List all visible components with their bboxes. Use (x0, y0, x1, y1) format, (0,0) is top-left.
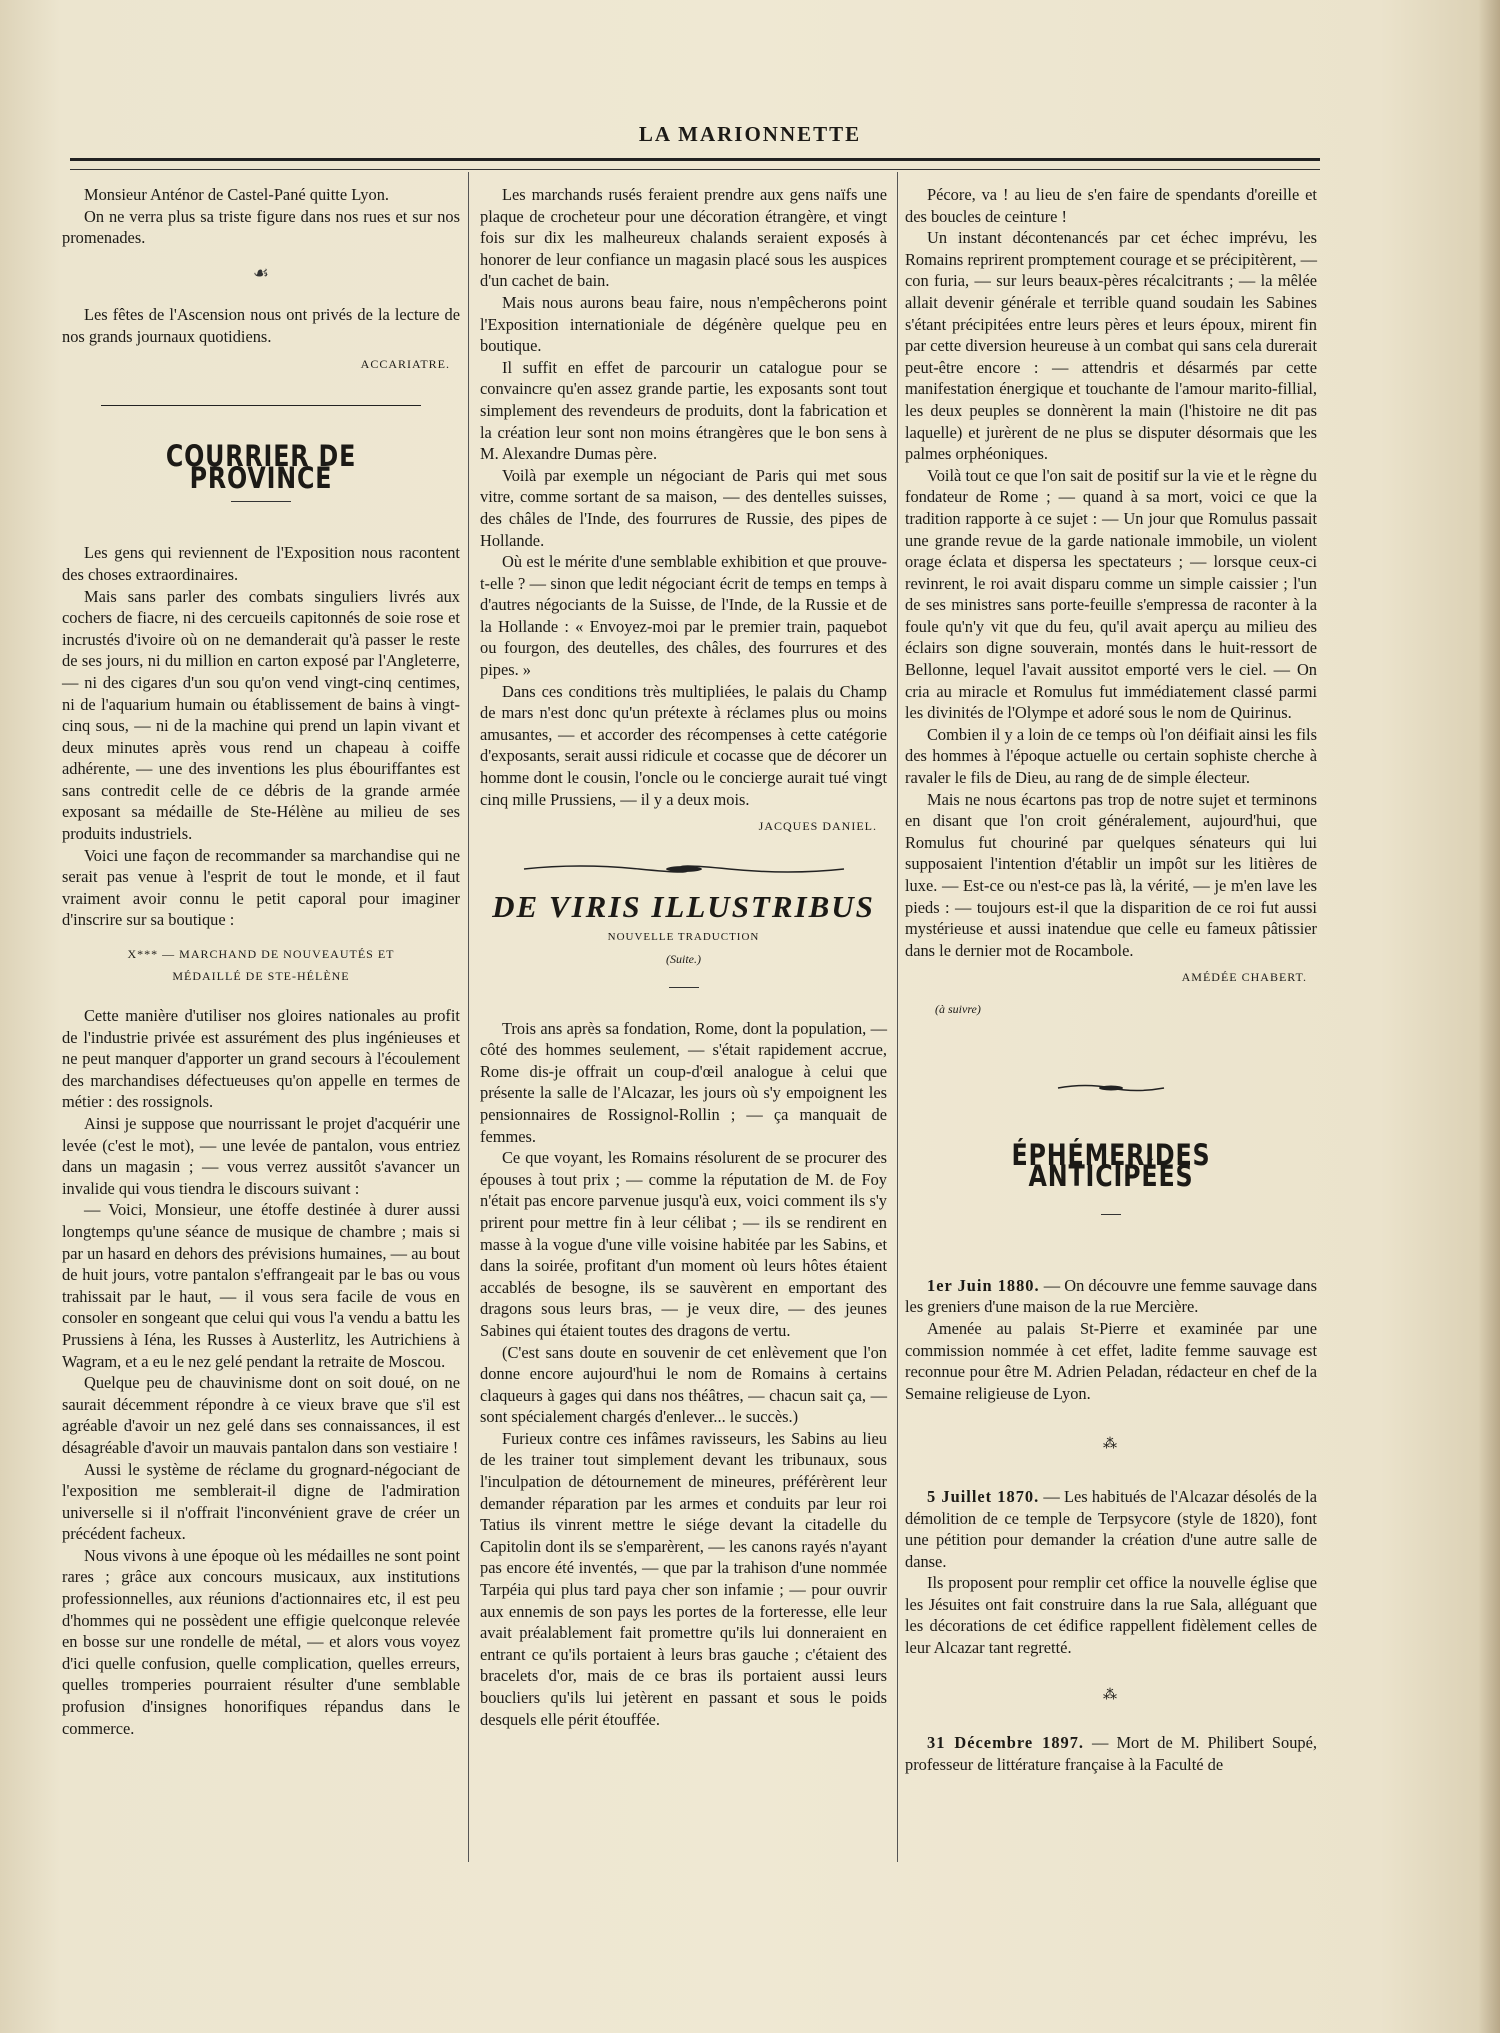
paragraph: Monsieur Anténor de Castel-Pané quitte Lyon. (84, 185, 389, 204)
paragraph: Pécore, va ! au lieu de s'en faire de spendants d'oreille et des boucles de ceinture ! (905, 185, 1317, 226)
paragraph: Voilà par exemple un négociant de Paris qui met sous vitre, comme sortant de sa maison, — des dentelles suisses, des châles de l'Inde, des fourrures de Russie, des pipes de Hollande. (480, 465, 887, 550)
ephemeride-date: 1er Juin 1880. (927, 1275, 1040, 1295)
paragraph: Furieux contre ces infâmes ravisseurs, les Sabins au lieu de les trainer tout simplement devant les tribunaux, sous l'inculpation de détournement de mineures, préférèrent leur demander réparation par les armes et conduits par leur roi Tatius ils vinrent mettre le siége devant la citadelle du Capitolin dont ils se s'emparèrent, — les canons rayés n'ayant pas encore été inventés, — que par la trahison d'une nommée Tarpéia qui plus tard paya cher son infamie ; — pour ouvrir aux ennemis de son pays les portes de la forteresse, elle leur avait préalablement fait promettre qu'ils lui donneraient en entrant ce qu'ils portaient à leurs bras gauche ; c'étaient des bracelets d'or, mais de ce bras ils portaient aussi leurs boucliers qu'ils lui jetèrent en passant et sous le poids desquels elle périt étouffée. (480, 1428, 887, 1729)
paragraph: Quelque peu de chauvinisme dont on soit doué, on ne saurait décemment répondre à ce vieux brave que s'il est agréable d'avoir un nez gelé dans ses connaissances, il est désagréable d'avoir un mauvais pantalon dans son vestiaire ! (62, 1373, 460, 1457)
masthead: LA MARIONNETTE (638, 122, 862, 146)
heading-rule (669, 987, 699, 988)
to-be-continued: (à suivre) (935, 1001, 981, 1016)
ephemeride-text: — On découvre une femme sauvage dans les greniers d'une maison de la rue Mercière. (905, 1275, 1317, 1317)
shop-sign-line: X*** — MARCHAND DE NOUVEAUTÉS ET (127, 947, 395, 962)
paragraph: Trois ans après sa fondation, Rome, dont la population, — côté des hommes seulement, — s'était rapidement accrue, Rome dis-je offrait un coup-d'œil analogue à celui que présente la salle de l'Alcazar, les jours où s'y empoignent les pensionnaires de Rossignol-Rollin ; — ça manquait de femmes. (480, 1018, 887, 1146)
paragraph: Voici une façon de recommander sa marchandise qui ne serait pas venue à l'esprit de tout le monde, et il faut vraiment avoir connu le petit caporal pour imaginer d'inscrire sur sa boutique : (62, 845, 460, 930)
flourish-divider (1056, 1081, 1166, 1095)
paragraph: — Voici, Monsieur, une étoffe destinée à durer aussi longtemps qu'une séance de musique de chambre ; mais si par un hasard en dehors des prévisions humaines, — au bout de huit jours, votre pantalon s'effrangeait par le bas ou vous trahissait par le haut, — il vous sera facile de vous en consoler en songeant que celui qui vous l'a vendu a battu les Prussiens à Iéna, les Russes à Austerlitz, les Autrichiens à Wagram, et a eu le nez gelé pendant la retraite de Moscou. (62, 1200, 460, 1371)
column-separator (468, 172, 469, 1862)
paragraph: Combien il y a loin de ce temps où l'on déifiait ainsi les fils des hommes à l'époque actuelle ou certain sophiste cherche à ravaler le fils de Dieu, au rang de de simple électeur. (905, 724, 1317, 788)
shop-sign (62, 943, 460, 987)
paragraph: Voilà tout ce que l'on sait de positif sur la vie et le règne du fondateur de Rome ; — quand à sa mort, voici ce que la tradition rapporte à ce sujet : — Un jour que Romulus passait une grande revue de la garde nationale immobile, un violent orage éclata et dispersa les spectateurs ; — lorsque ceux-ci revinrent, le roi avait disparu comme un simple caissier ; l'un de ses ministres sans porte-feuille s'empressa de raconter à la foule qu'n'y vit que du feu, qu'il avait aperçu au milieu des éclairs son digne souverain, montés dans le huit-ressort de Bellonne, lequel l'avait aussitot emporté vers le ciel. — On cria au miracle et Romulus fut immédiatement classé parmi les divinités de l'Olympe et adoré sous le nom de Quirinus. (905, 465, 1317, 723)
section-heading: DE VIRIS ILLUSTRIBUS (492, 888, 875, 924)
subheading-suite: (Suite.) (666, 952, 701, 966)
signature: ACCARIATRE. (360, 356, 450, 371)
asterism: ⁂ (1103, 1687, 1119, 1703)
page-edge (1478, 0, 1500, 2033)
heading-rule (231, 501, 291, 502)
shop-sign-line: MÉDAILLÉ DE STE-HÉLÈNE (172, 969, 350, 984)
column-2 (480, 184, 887, 1730)
ephemeride-date: 5 Juillet 1870. (927, 1486, 1040, 1506)
section-rule (101, 405, 421, 406)
masthead-rule (70, 158, 1320, 170)
paragraph: Les marchands rusés feraient prendre aux gens naïfs une plaque de crocheteur pour une décoration étrangère, et vingt fois sur dix les malheureux chalands seraient exposés à honorer de leur confiance un magasin placé sous les auspices d'un cachet de bain. (480, 185, 887, 291)
paragraph: Où est le mérite d'une semblable exhibition et que prouve-t-elle ? — sinon que ledit négociant écrit de temps en temps à d'autres négociants de la Suisse, de l'Inde, de la Russie et de la Hollande : « Envoyez-moi par le premier train, paquebot ou fourgon, des deutelles, des châles, des fourrures et des pipes. » (480, 552, 887, 680)
signature: AMÉDÉE CHABERT. (1181, 970, 1307, 985)
paragraph: Les fêtes de l'Ascension nous ont privés de la lecture de nos grands journaux quotidiens. (62, 305, 460, 346)
paragraph: (C'est sans doute en souvenir de cet enlèvement que l'on donne encore aujourd'hui le nom de Romains à certains claqueurs à gages qui dans nos théâtres, — chacun sait ça, — sont spécialement chargés d'enlever... le succès.) (480, 1342, 887, 1427)
asterism: ⁂ (1103, 1437, 1119, 1453)
paragraph: Nous vivons à une époque où les médailles ne sont point rares ; grâce aux concours musicaux, aux institutions professionnelles, aux réunions d'actionnaires etc, il est peu d'hommes qui ne possèdent une effigie quelconque relevée en bosse sur une rondelle de métal, — et alors vous voyez d'ici quelle confusion, quelle complication, quelles erreurs, quelles tromperies pourraient résulter d'une semblable profusion d'insignes honorifiques répandus dans le commerce. (62, 1545, 460, 1738)
paragraph: Mais nous aurons beau faire, nous n'empêcherons point l'Exposition internationiale de dégénère quelque peu en boutique. (480, 292, 887, 356)
paragraph: Dans ces conditions très multipliées, le palais du Champ de mars n'est donc qu'un prétexte à réclames plus ou moins amusantes, — et accorder des récompenses à cette catégorie d'exposants, serait aussi ridicule et cocasse que de décorer un homme dont le cousin, l'oncle ou le concierge aurait tué vingt cinq mille Prussiens, — il y a deux mois. (480, 681, 887, 809)
column-1 (62, 184, 460, 1739)
paragraph: Il suffit en effet de parcourir un catalogue pour se convaincre qu'en assez grande partie, les exposants sont tout simplement des revendeurs de produits, dont la fabrication et la création leur sont non moins étrangères que le bon sens à M. Alexandre Dumas père. (480, 357, 887, 464)
signature: JACQUES DANIEL. (758, 819, 877, 834)
flourish-divider (519, 862, 849, 876)
section-heading: ÉPHÉMERIDES ANTICIPÉES (1011, 1137, 1211, 1194)
paragraph: Ainsi je suppose que nourrissant le projet d'acquérir une levée (c'est le mot), — une levée de pantalon, vous entriez dans un magasin ; — vous verrez aussitôt s'avancer un invalide qui vous tiendra le discours suivant : (62, 1114, 460, 1198)
ephemeride-date: 31 Décembre 1897. (927, 1733, 1085, 1753)
paragraph: Ce que voyant, les Romains résolurent de se procurer des épouses à tout prix ; — comme la réputation de M. de Foy n'était pas encore parvenue jusqu'à eux, voici comment ils s'y prirent pour mettre fin à leur célibat ; — ils se rendirent en masse à la vogue d'une ville voisine habitée par les Sabins, et dans la soirée, profitant d'un moment où leurs hôtes étaient accablés de besogne, ils se sauvèrent en emportant des dragons sous leurs bras, — je veux dire, — des jeunes Sabines qui étaient toutes des dragons de vertu. (480, 1148, 887, 1340)
section-heading: COURRIER DE PROVINCE (165, 439, 357, 495)
paragraph: Mais sans parler des combats singuliers livrés aux cochers de fiacre, ni des cercueils capitonnés de soie rose et incrustés d'ivoire où on ne demanderait qu'à passer le reste de ses jours, ni du million en carton exposé par l'Angleterre, — ni des cigares d'un sou qu'on vend vingt-cinq centimes, ni de l'aquarium humain ou établissement de bains à vingt-cinq sous, — ni de la machine qui prend un lapin vivant et deux minutes après vous rend un chapeau à coiffe adhérente, — une des inventions les plus ébouriffantes est sans contredit celle de ce débris de la grande armée exposant sa médaille de Ste-Hélène au milieu de ses produits industriels. (62, 586, 460, 844)
ephemeride-text: — Les habitués de l'Alcazar désolés de la démolition de ce temple de Terpsycore (style de 1820), font une pétition pour demander la création d'une autre salle de danse. (905, 1486, 1318, 1571)
column-3 (905, 184, 1317, 1775)
ephemeride-text: — Mort de M. Philibert Soupé, professeur de littérature française à la Faculté de (905, 1733, 1317, 1774)
paragraph: Cette manière d'utiliser nos gloires nationales au profit de l'industrie privée est assurément des plus ingénieuses et ne peut manquer d'apporter un grand secours à l'écoulement des marchandises défectueuses qu'on appelle en termes de métier : des rossignols. (62, 1006, 460, 1112)
heading-rule (1101, 1214, 1121, 1215)
paragraph: Amenée au palais St-Pierre et examinée par une commission nommée à cet effet, ladite femme sauvage est reconnue pour être M. Adrien Peladan, rédacteur en chef de la Semaine religieuse de Lyon. (905, 1318, 1317, 1403)
paragraph: On ne verra plus sa triste figure dans nos rues et sur nos promenades. (62, 206, 460, 248)
ephemeride-entry (905, 1486, 1317, 1572)
paragraph: Ils proposent pour remplir cet office la nouvelle église que les Jésuites ont fait construire dans la rue Sala, alléguant que les décorations de cet édifice rappellent fidèlement celles de leur Alcazar tant regretté. (905, 1573, 1317, 1658)
paragraph: Les gens qui reviennent de l'Exposition nous racontent des choses extraordinaires. (62, 543, 460, 584)
subheading: NOUVELLE TRADUCTION (607, 931, 760, 944)
paragraph: Aussi le système de réclame du grognard-négociant de l'exposition me semblerait-il digne de l'admiration universelle si il n'offrait l'inconvénient grave de créer un précédent facheux. (62, 1459, 460, 1544)
paragraph: Un instant décontenancés par cet échec imprévu, les Romains reprirent promptement courage et se précipitèrent, — con furia, — sur leurs beaux-pères récalcitrants ; — la mêlée allait devenir générale et terrible quand soudain les Sabines s'étant précipitées entre leurs pères et leurs époux, mirent fin par cette diversion heureuse à un combat qui sans cela durerait peut-être encore : — attendris et désarmés par cette manifestation énergique et touchante de l'amour marito-fillial, les deux peuples se donnèrent la main (l'histoire ne dit pas laquelle) et jurèrent de ne plus se disputer désormais que les palmes orphéoniques. (905, 228, 1317, 464)
ephemeride-entry (905, 1732, 1317, 1775)
column-separator (897, 172, 898, 1862)
ephemeride-entry (905, 1275, 1317, 1318)
ornament: ☙ (252, 262, 270, 283)
paragraph: Mais ne nous écartons pas trop de notre sujet et terminons en disant que l'on croit généralement, aujourd'hui, que Romulus fut chouriné par quelques sénateurs qui lui supposaient l'intention d'établir un impôt sur les litières de luxe. — Est-ce ou n'est-ce pas là, la vérité, — je m'en lave les pieds : — toujours est-il que la disparition de ce roi fut aussi mystérieuse et aussi inatendue que celle eu fameux pâtissier dans le dernier mot de Rocambole. (905, 789, 1317, 960)
